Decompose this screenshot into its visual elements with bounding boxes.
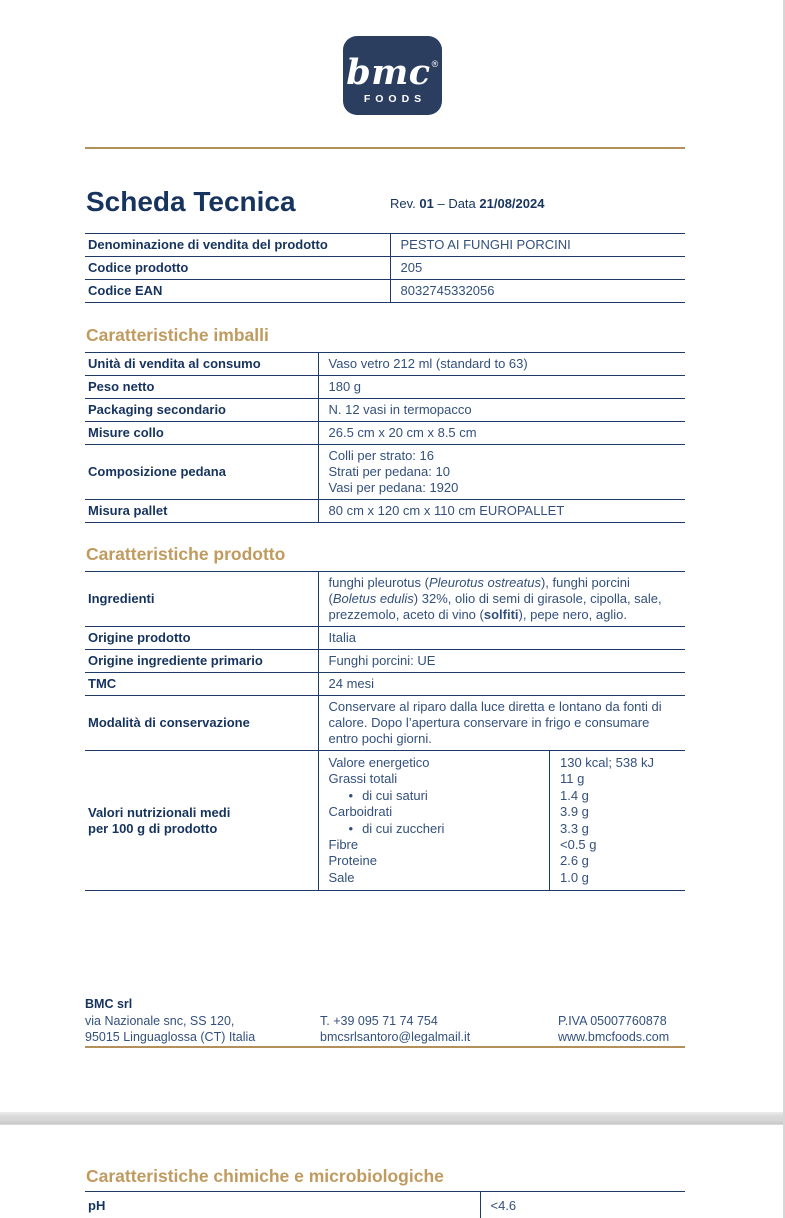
- pedana-line: Strati per pedana: 10: [328, 464, 450, 479]
- registered-trademark-icon: ®: [431, 59, 439, 69]
- table-row: [85, 751, 685, 891]
- nutrient-value: 1.4 g: [550, 788, 686, 804]
- contact-phone: T. +39 095 71 74 754: [320, 1013, 438, 1028]
- nutrient-name: • di cui zuccheri: [319, 821, 550, 837]
- table-row: [85, 280, 685, 303]
- nutrition-label-line: Valori nutrizionali medi: [88, 804, 231, 820]
- row-value: [318, 445, 685, 500]
- table-row: [85, 696, 685, 751]
- packaging-table: [85, 352, 685, 523]
- row-label: pH: [85, 1192, 480, 1218]
- footer-legal-column: [558, 1013, 669, 1046]
- header-top-rule: [85, 147, 685, 149]
- pedana-line: Vasi per pedana: 1920: [328, 480, 459, 495]
- rev-label: Rev.: [390, 196, 420, 211]
- footer-rule: [85, 1046, 685, 1048]
- company-address-line: via Nazionale snc, SS 120,: [85, 1013, 235, 1028]
- logo-subtitle: FOODS: [363, 93, 427, 105]
- row-value: 180 g: [318, 376, 685, 399]
- ingredients-value: [318, 572, 685, 627]
- row-value: Conservare al riparo dalla luce diretta e lontano da fonti di calore. Dopo l’apertura conservare in frigo e consumare entro pochi giorni.: [318, 696, 685, 751]
- nutrient-value: 130 kcal; 538 kJ: [550, 751, 686, 771]
- table-row: [85, 376, 685, 399]
- nutrition-row: [319, 853, 686, 869]
- nutrition-row: [319, 804, 686, 820]
- section-heading-imballi: Caratteristiche imballi: [86, 325, 269, 345]
- allergen-text: solfiti: [483, 607, 519, 622]
- nutrient-name: Carboidrati: [328, 804, 393, 820]
- row-label: Peso netto: [85, 376, 318, 399]
- contact-email: bmcsrlsantoro@legalmail.it: [320, 1030, 471, 1044]
- ingredient-text-part: funghi pleurotus (: [328, 575, 429, 590]
- ingredient-text-part: ), funghi porcini (: [328, 575, 630, 606]
- table-row: [85, 627, 685, 650]
- ingredient-latin-name: Boletus edulis: [332, 591, 414, 606]
- nutrition-row: [319, 837, 686, 853]
- table-row: [85, 445, 685, 500]
- rev-number: 01: [419, 196, 434, 211]
- footer-contact-column: [320, 1013, 470, 1046]
- row-label: Composizione pedana: [85, 445, 318, 500]
- nutrition-table: [319, 751, 686, 890]
- company-address-line: 95015 Linguaglossa (CT) Italia: [85, 1030, 256, 1044]
- row-value: PESTO AI FUNGHI PORCINI: [390, 234, 685, 257]
- nutrient-value: 2.6 g: [550, 853, 686, 869]
- table-row: [85, 1192, 685, 1218]
- row-value: N. 12 vasi in termopacco: [318, 399, 685, 422]
- nutrient-value: 1.0 g: [550, 870, 686, 890]
- row-label: Codice EAN: [85, 280, 390, 303]
- vat-number: P.IVA 05007760878: [558, 1013, 667, 1028]
- row-label: Ingredienti: [85, 572, 318, 627]
- row-label: Unità di vendita al consumo: [85, 353, 318, 376]
- row-value: 24 mesi: [318, 673, 685, 696]
- nutrient-name: Fibre: [328, 837, 359, 853]
- section-heading-chimiche: Caratteristiche chimiche e microbiologiche: [86, 1166, 444, 1186]
- pedana-line: Colli per strato: 16: [328, 448, 434, 463]
- row-label: Misura pallet: [85, 500, 318, 523]
- row-label: Misure collo: [85, 422, 318, 445]
- page-break-separator: [0, 1112, 785, 1125]
- nutrition-row: [319, 821, 686, 837]
- nutrient-value: 3.9 g: [550, 804, 686, 820]
- nutrient-name: Proteine: [328, 853, 377, 869]
- table-row: [85, 422, 685, 445]
- ingredient-text-part: ), pepe nero, aglio.: [518, 607, 627, 622]
- row-label: Origine ingrediente primario: [85, 650, 318, 673]
- rev-data-label: – Data: [433, 196, 480, 211]
- nutrient-value: 11 g: [550, 771, 686, 787]
- nutrition-values-cell: [318, 751, 685, 891]
- row-value: 26.5 cm x 20 cm x 8.5 cm: [318, 422, 685, 445]
- table-row: [85, 234, 685, 257]
- rev-date: 21/08/2024: [479, 196, 545, 211]
- nutrition-row-label: [85, 751, 318, 891]
- table-row: [85, 572, 685, 627]
- row-label: Packaging secondario: [85, 399, 318, 422]
- nutrient-name: Sale: [328, 869, 355, 885]
- product-info-table: [85, 233, 685, 303]
- row-label: Codice prodotto: [85, 257, 390, 280]
- nutrition-row: [319, 788, 686, 804]
- nutrient-value: <0.5 g: [550, 837, 686, 853]
- row-value: Funghi porcini: UE: [318, 650, 685, 673]
- row-value: 8032745332056: [390, 280, 685, 303]
- nutrient-name: Grassi totali: [328, 771, 398, 787]
- nutrient-value: 3.3 g: [550, 821, 686, 837]
- row-label: Modalità di conservazione: [85, 696, 318, 751]
- footer-address-column: [85, 996, 255, 1046]
- logo-brand-text: bmc: [346, 52, 431, 93]
- website: www.bmcfoods.com: [558, 1030, 670, 1044]
- table-row: [85, 650, 685, 673]
- table-row: [85, 673, 685, 696]
- revision-info: [390, 196, 544, 211]
- row-value: 80 cm x 120 cm x 110 cm EUROPALLET: [318, 500, 685, 523]
- row-label: Origine prodotto: [85, 627, 318, 650]
- row-value: Italia: [318, 627, 685, 650]
- logo-wordmark: [343, 45, 442, 92]
- table-row: [85, 500, 685, 523]
- row-value: 205: [390, 257, 685, 280]
- section-heading-prodotto: Caratteristiche prodotto: [86, 544, 286, 564]
- ingredient-latin-name: Pleurotus ostreatus: [428, 575, 541, 590]
- row-value: <4.6: [480, 1192, 685, 1218]
- row-label: TMC: [85, 673, 318, 696]
- company-footer: [85, 996, 685, 1044]
- bmc-foods-logo: [343, 36, 442, 115]
- table-row: [85, 353, 685, 376]
- company-name: BMC srl: [85, 997, 133, 1011]
- nutrition-row: [319, 751, 686, 771]
- ingredient-text-part: ) 32%, olio di semi di girasole, cipolla, sale, prezzemolo, aceto di vino (: [328, 591, 662, 622]
- product-characteristics-table: [85, 571, 685, 891]
- nutrient-name: Valore energetico: [328, 755, 430, 770]
- table-row: [85, 257, 685, 280]
- nutrition-row: [319, 870, 686, 890]
- nutrition-label-line: per 100 g di prodotto: [88, 820, 218, 836]
- chemical-table: [85, 1191, 685, 1218]
- nutrient-name: • di cui saturi: [319, 788, 550, 804]
- nutrition-row: [319, 771, 686, 787]
- row-label: Denominazione di vendita del prodotto: [85, 234, 390, 257]
- row-value: Vaso vetro 212 ml (standard to 63): [318, 353, 685, 376]
- table-row: [85, 399, 685, 422]
- page-title: Scheda Tecnica: [86, 186, 296, 217]
